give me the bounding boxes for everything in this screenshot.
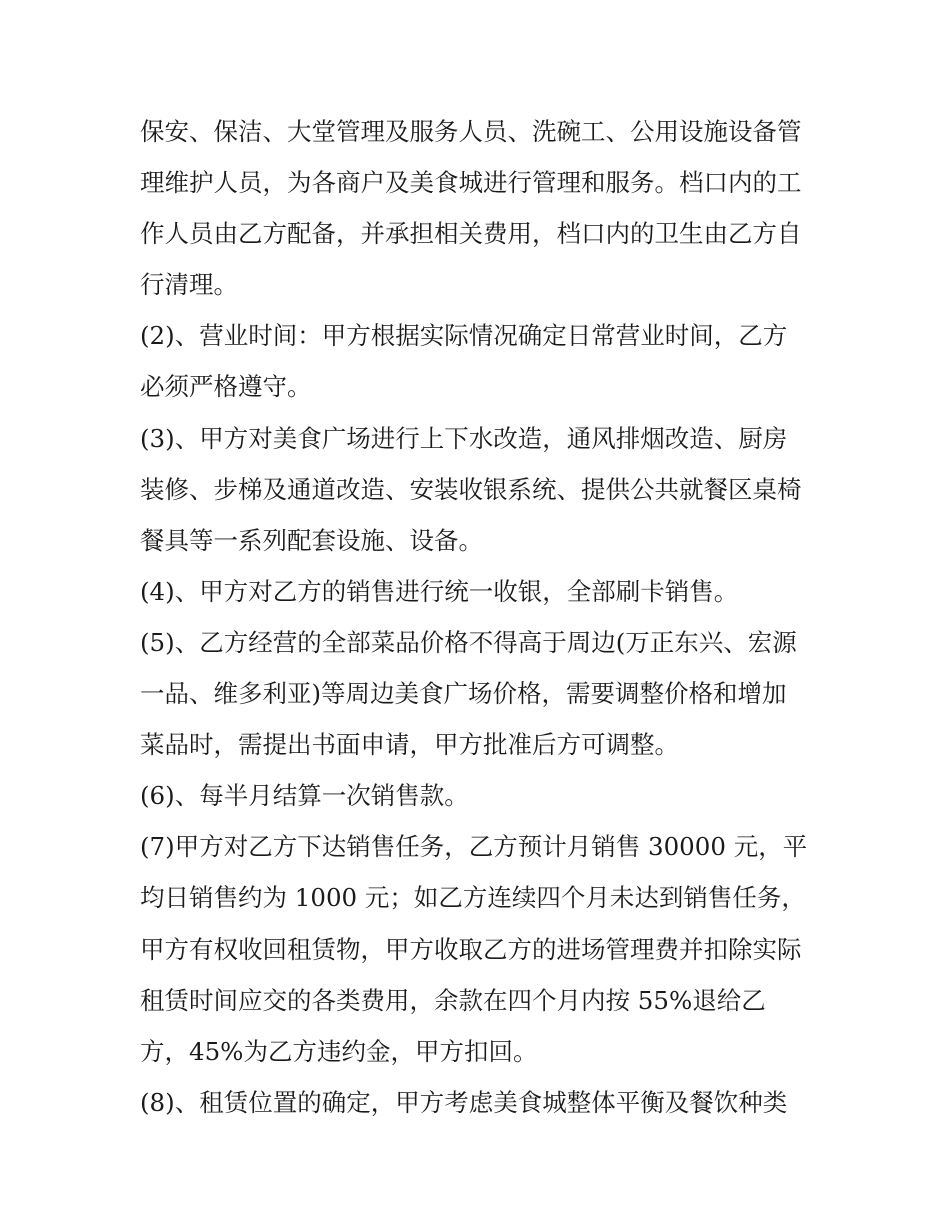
text-line-8: 装修、步梯及通道改造、安装收银系统、提供公共就餐区桌椅 (140, 474, 802, 504)
document-body (140, 106, 830, 1128)
text-line-4: 行清理。 (140, 270, 238, 300)
text-line-16: 均日销售约为 1000 元；如乙方连续四个月未达到销售任务， (140, 883, 806, 913)
text-line-2: 理维护人员，为各商户及美食城进行管理和服务。档口内的工 (140, 168, 802, 198)
text-line-15: (7)甲方对乙方下达销售任务，乙方预计月销售 30000 元，平 (140, 832, 808, 862)
text-line-18: 租赁时间应交的各类费用，余款在四个月内按 55%退给乙 (140, 985, 766, 1015)
text-line-5: (2)、营业时间：甲方根据实际情况确定日常营业时间，乙方 (140, 321, 788, 351)
text-line-6: 必须严格遵守。 (140, 372, 312, 402)
text-line-3: 作人员由乙方配备，并承担相关费用，档口内的卫生由乙方自 (140, 219, 802, 249)
text-line-11: (5)、乙方经营的全部菜品价格不得高于周边(万正东兴、宏源 (140, 627, 797, 657)
text-line-7: (3)、甲方对美食广场进行上下水改造，通风排烟改造、厨房 (140, 423, 788, 453)
text-line-12: 一品、维多利亚)等周边美食广场价格，需要调整价格和增加 (140, 679, 787, 709)
text-line-10: (4)、甲方对乙方的销售进行统一收银，全部刷卡销售。 (140, 576, 739, 606)
text-line-9: 餐具等一系列配套设施、设备。 (140, 525, 483, 555)
text-line-19: 方，45%为乙方违约金，甲方扣回。 (140, 1036, 538, 1066)
text-line-1: 保安、保洁、大堂管理及服务人员、洗碗工、公用设施设备管 (140, 117, 802, 146)
text-line-17: 甲方有权收回租赁物，甲方收取乙方的进场管理费并扣除实际 (140, 934, 802, 964)
text-line-13: 菜品时，需提出书面申请，甲方批准后方可调整。 (140, 730, 679, 760)
text-line-20: (8)、租赁位置的确定，甲方考虑美食城整体平衡及餐饮种类 (140, 1087, 788, 1117)
text-line-14: (6)、每半月结算一次销售款。 (140, 781, 469, 811)
